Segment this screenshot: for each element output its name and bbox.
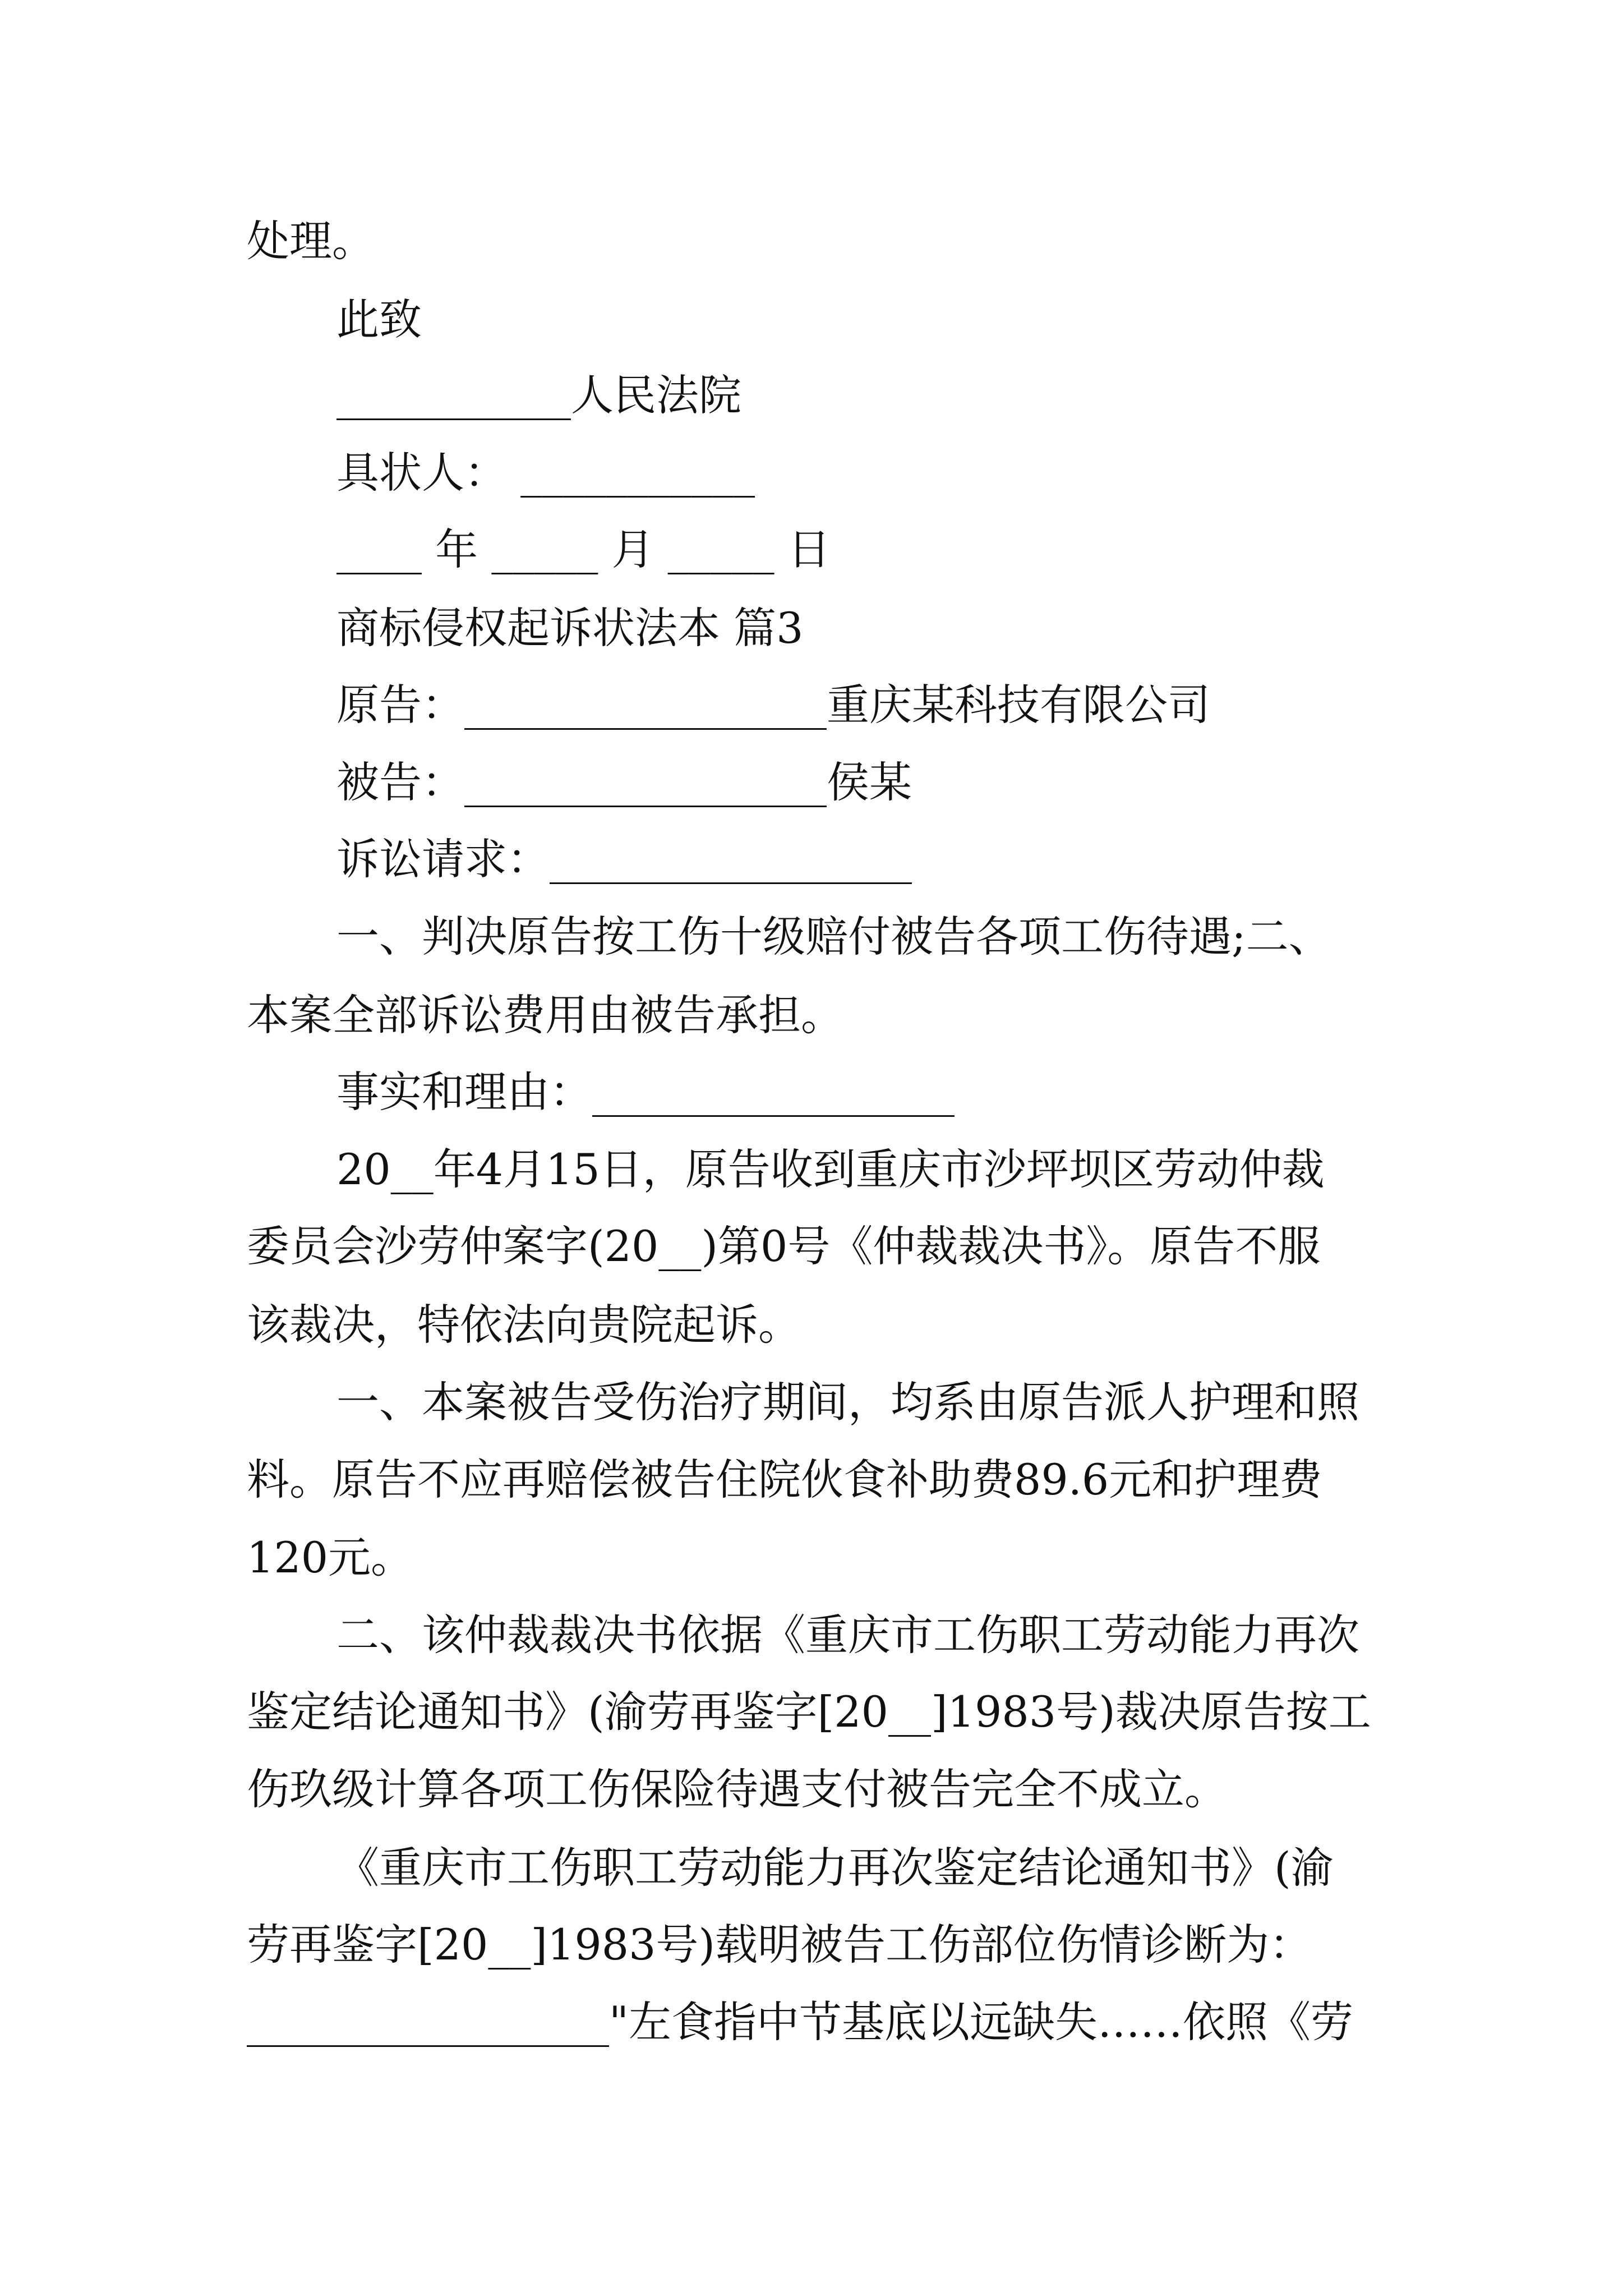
text-line: 处理。 (247, 216, 375, 266)
text-line: 120元。 (247, 1533, 414, 1582)
text-line: 20__年4月15日，原告收到重庆市沙坪坝区劳动仲裁 (336, 1144, 1325, 1194)
text-line: 鉴定结论通知书》(渝劳再鉴字[20__]1983号)裁决原告按工 (247, 1687, 1371, 1737)
text-line: 劳再鉴字[20__]1983号)载明被告工伤部位伤情诊断为： (247, 1920, 1312, 1970)
text-line: 原告：_________________重庆某科技有限公司 (336, 680, 1210, 730)
text-line: 委员会沙劳仲案字(20__)第0号《仲裁裁决书》。原告不服 (247, 1221, 1321, 1271)
text-line: 商标侵权起诉状法本 篇3 (336, 603, 804, 653)
text-line: 此致 (336, 295, 422, 344)
text-line: 一、本案被告受伤治疗期间，均系由原告派人护理和照 (336, 1377, 1359, 1427)
text-line: 伤玖级计算各项工伤保险待遇支付被告完全不成立。 (247, 1764, 1227, 1814)
text-line: 具状人： ___________ (336, 448, 755, 498)
text-line: 二、该仲裁裁决书依据《重庆市工伤职工劳动能力再次 (336, 1610, 1359, 1660)
text-line: 被告：_________________侯某 (336, 757, 912, 807)
text-line: ____ 年 _____ 月 _____ 日 (336, 524, 831, 574)
text-line: 料。原告不应再赔偿被告住院伙食补助费89.6元和护理费 (247, 1455, 1322, 1504)
text-line: 本案全部诉讼费用由被告承担。 (247, 990, 843, 1040)
text-line: 《重庆市工伤职工劳动能力再次鉴定结论通知书》(渝 (336, 1843, 1334, 1893)
text-line: 诉讼请求：_________________ (336, 834, 912, 884)
text-line: 事实和理由：_________________ (336, 1067, 955, 1117)
text-line: _________________"左食指中节基底以远缺失……依照《劳 (247, 1997, 1353, 2047)
text-line: 一、判决原告按工伤十级赔付被告各项工伤待遇;二、 (336, 912, 1331, 961)
text-line: ___________人民法院 (336, 370, 741, 420)
text-line: 该裁决，特依法向贵院起诉。 (247, 1300, 801, 1350)
